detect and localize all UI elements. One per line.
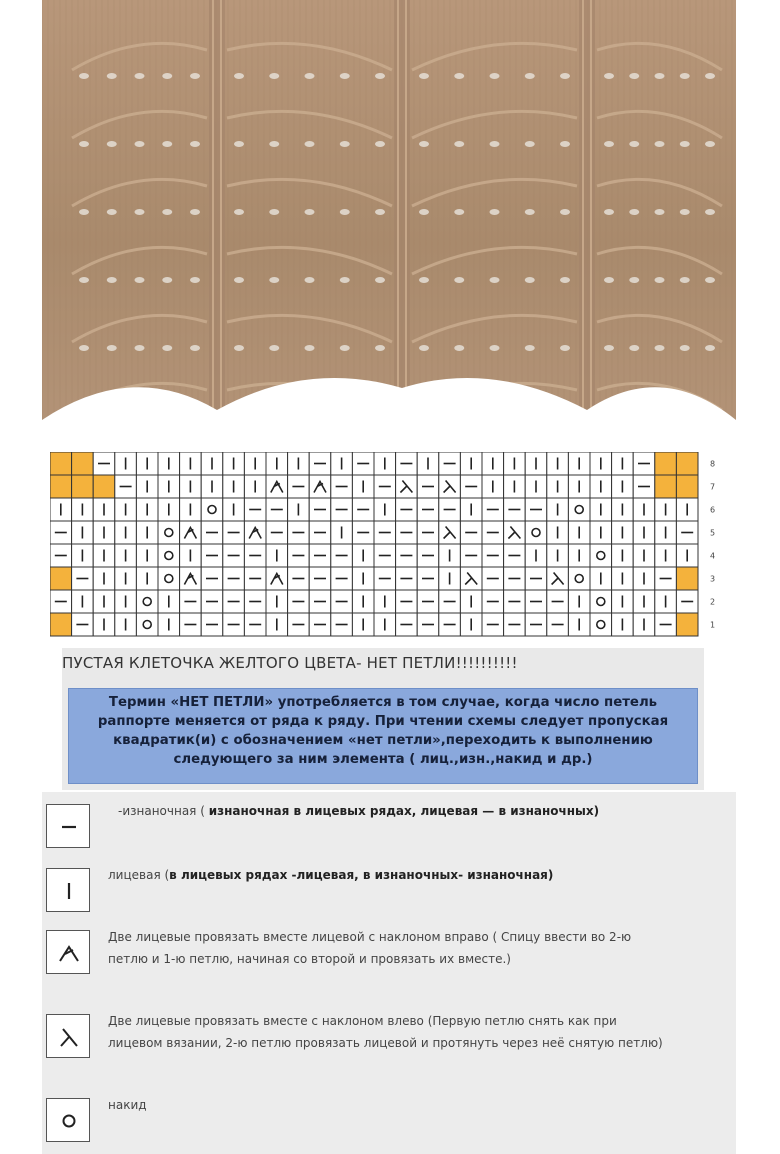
row-number-label: 1 [710, 620, 716, 630]
right-decrease-icon [46, 930, 90, 974]
chart-cell [136, 590, 158, 613]
no-stitch-cell [676, 475, 698, 498]
left-decrease-icon [46, 1014, 90, 1058]
legend-right-decrease-line2: петлю и 1-ю петлю, начиная со второй и провязать их вместе.) [108, 952, 511, 966]
no-stitch-cell [676, 613, 698, 636]
chart-cell [180, 521, 202, 544]
knit-bar-icon [46, 868, 90, 912]
symbol-legend [42, 792, 736, 1150]
legend-purl-bold: изнаночная в лицевых рядах, лицевая — в изнаночных) [208, 804, 600, 818]
no-stitch-cell [93, 475, 115, 498]
legend-purl-text: -изнаночная ( [118, 804, 209, 818]
info-line: Термин «НЕТ ПЕТЛИ» употребляется в том случае, когда число петель [108, 695, 658, 710]
chart-cell [158, 544, 180, 567]
knitted-swatch-image [42, 0, 736, 442]
info-line: раппорте меняется от ряда к ряду. При чтении схемы следует пропуская [97, 714, 669, 729]
no-stitch-cell [50, 475, 72, 498]
chart-cell [568, 567, 590, 590]
chart-cell [309, 475, 331, 498]
no-stitch-title: ПУСТАЯ КЛЕТОЧКА ЖЕЛТОГО ЦВЕТА- НЕТ ПЕТЛИ!!!!!!!!!! [62, 654, 518, 672]
no-stitch-cell [655, 452, 677, 475]
chart-cell [590, 590, 612, 613]
purl-dash-icon [46, 804, 90, 848]
knitted-swatch-photo [42, 0, 736, 442]
bottom-bar [42, 1148, 736, 1154]
no-stitch-cell [50, 452, 72, 475]
chart-row [50, 475, 698, 498]
chart-row [50, 452, 698, 475]
no-stitch-cell [72, 452, 94, 475]
no-stitch-explanation [68, 688, 698, 784]
chart-cell [244, 521, 266, 544]
no-stitch-cell [676, 567, 698, 590]
row-number-label: 5 [710, 528, 716, 538]
row-number-label: 6 [710, 505, 716, 515]
chart-cell [266, 567, 288, 590]
chart-row [50, 521, 698, 544]
row-number-label: 8 [710, 459, 716, 469]
legend-knit-text: лицевая ( [108, 868, 170, 882]
chart-cell [136, 613, 158, 636]
chart-cell [201, 498, 223, 521]
chart-row [50, 498, 698, 521]
no-stitch-cell [50, 613, 72, 636]
chart-cell [590, 544, 612, 567]
no-stitch-cell [50, 567, 72, 590]
info-line: квадратик(и) с обозначением «нет петли»,переходить к выполнению [113, 733, 653, 748]
yarn-over-icon [46, 1098, 90, 1142]
row-number-label: 7 [710, 482, 716, 492]
row-number-label: 2 [710, 597, 716, 607]
knitting-chart [50, 452, 730, 638]
chart-row [50, 567, 698, 590]
info-line: следующего за ним элемента ( лиц.,изн.,накид и др.) [173, 752, 593, 767]
no-stitch-cell [72, 475, 94, 498]
chart-cell [525, 521, 547, 544]
legend-knit-bold: в лицевых рядах -лицевая, в изнаночных- изнаночная) [169, 868, 554, 882]
chart-cell [568, 498, 590, 521]
no-stitch-cell [655, 475, 677, 498]
chart-row [50, 544, 698, 567]
legend-yarn-over-text: накид [108, 1098, 147, 1112]
legend-left-decrease-line1: Две лицевые провязать вместе с наклоном влево (Первую петлю снять как при [108, 1014, 617, 1028]
chart-row [50, 613, 698, 636]
legend-right-decrease-line1: Две лицевые провязать вместе лицевой с наклоном вправо ( Спицу ввести во 2-ю [108, 930, 632, 944]
chart-cell [590, 613, 612, 636]
row-number-label: 3 [710, 574, 716, 584]
chart-cell [158, 521, 180, 544]
chart-row [50, 590, 698, 613]
chart-cell [266, 475, 288, 498]
knitting-chart-area [42, 442, 736, 642]
row-number-label: 4 [710, 551, 716, 561]
no-stitch-cell [676, 452, 698, 475]
chart-cell [180, 567, 202, 590]
legend-left-decrease-line2: лицевом вязании, 2-ю петлю провязать лицевой и протянуть через неё снятую петлю) [108, 1036, 663, 1050]
chart-cell [158, 567, 180, 590]
